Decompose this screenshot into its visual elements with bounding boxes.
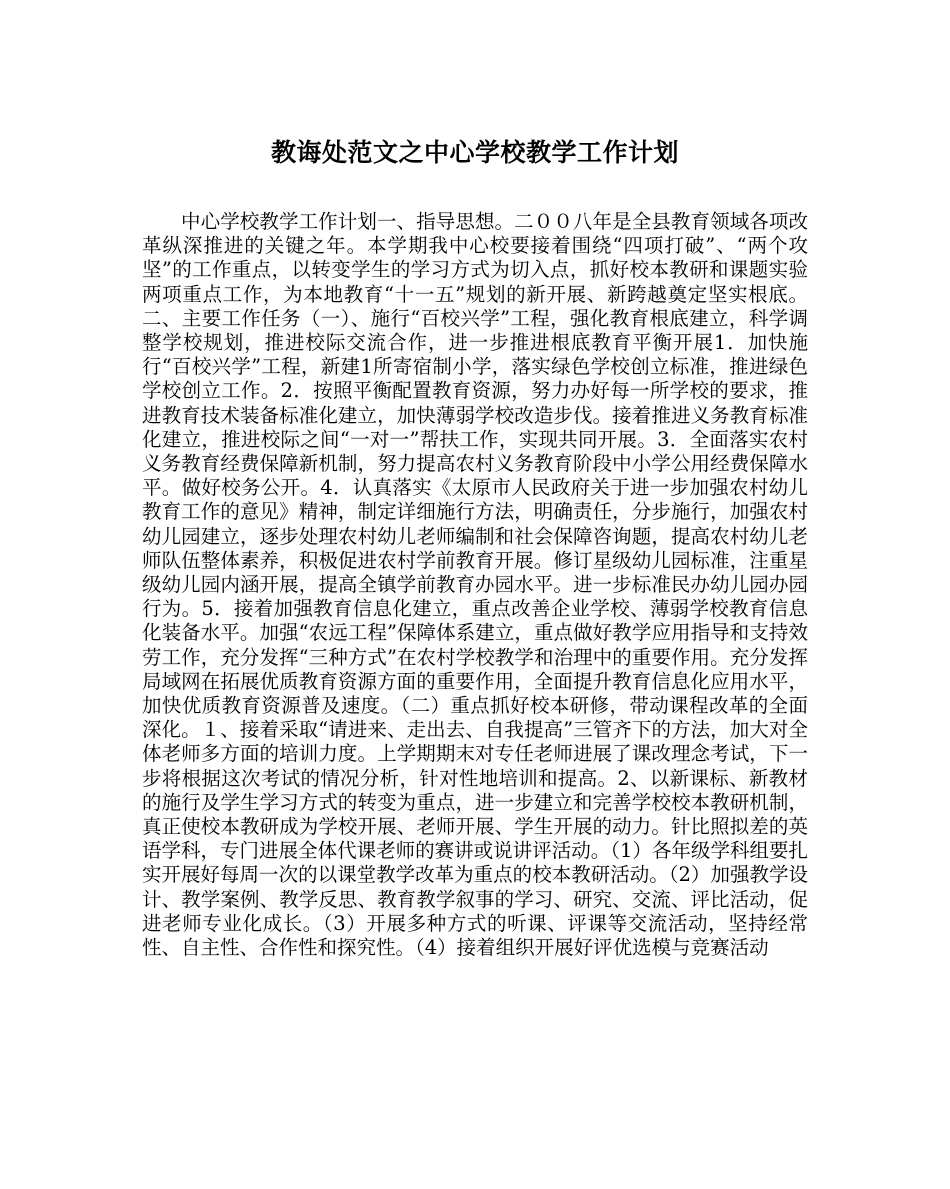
- document-title: 教诲处范文之中心学校教学工作计划: [270, 138, 679, 167]
- document-body-paragraph: 中心学校教学工作计划一、指导思想。二００八年是全县教育领域各项改革纵深推进的关键之年。本学期我中心校要接着围绕“四项打破”、“两个攻坚”的工作重点，以转变学生的学习方式为切入点，抓好校本教研和课题实验两项重点工作，为本地教育“十一五”规划的新开展、新跨越奠定坚实根底。二、主要工作任务（一）、施行“百校兴学”工程，强化教育根底建立，科学调整学校规划，推进校际交流合作，进一步推进根底教育平衡开展1．加快施行“百校兴学”工程，新建1所寄宿制小学，落实绿色学校创立标准，推进绿色学校创立工作。2．按照平衡配置教育资源，努力办好每一所学校的要求，推进教育技术装备标准化建立，加快薄弱学校改造步伐。接着推进义务教育标准化建立，推进校际之间“一对一”帮扶工作，实现共同开展。3．全面落实农村义务教育经费保障新机制，努力提高农村义务教育阶段中小学公用经费保障水平。做好校务公开。4．认真落实《太原市人民政府关于进一步加强农村幼儿教育工作的意见》精神，制定详细施行方法，明确责任，分步施行，加强农村幼儿园建立，逐步处理农村幼儿老师编制和社会保障咨询题，提高农村幼儿老师队伍整体素养，积极促进农村学前教育开展。修订星级幼儿园标准，注重星级幼儿园内涵开展，提高全镇学前教育办园水平。进一步标准民办幼儿园办园行为。5．接着加强教育信息化建立，重点改善企业学校、薄弱学校教育信息化装备水平。加强“农远工程”保障体系建立，重点做好教学应用指导和支持效劳工作，充分发挥“三种方式”在农村学校教学和治理中的重要作用。充分发挥局域网在拓展优质教育资源方面的重要作用，全面提升教育信息化应用水平，加快优质教育资源普及速度。（二）重点抓好校本研修，带动课程改革的全面深化。１、接着采取“请进来、走出去、自我提高”三管齐下的方法，加大对全体老师多方面的培训力度。上学期期末对专任老师进展了课改理念考试，下一步将根据这次考试的情况分析，针对性地培训和提高。2、以新课标、新教材的施行及学生学习方式的转变为重点，进一步建立和完善学校校本教研机制，真正使校本教研成为学校开展、老师开展、学生开展的动力。针比照拟差的英语学科，专门进展全体代课老师的赛讲或说讲评活动。（1）各年级学科组要扎实开展好每周一次的以课堂教学改革为重点的校本教研活动。（2）加强教学设计、教学案例、教学反思、教育教学叙事的学习、研究、交流、评比活动，促进老师专业化成长。（3）开展多种方式的听课、评课等交流活动，坚持经常性、自主性、合作性和探究性。（4）接着组织开展好评优选模与竞赛活动: [142, 210, 808, 960]
